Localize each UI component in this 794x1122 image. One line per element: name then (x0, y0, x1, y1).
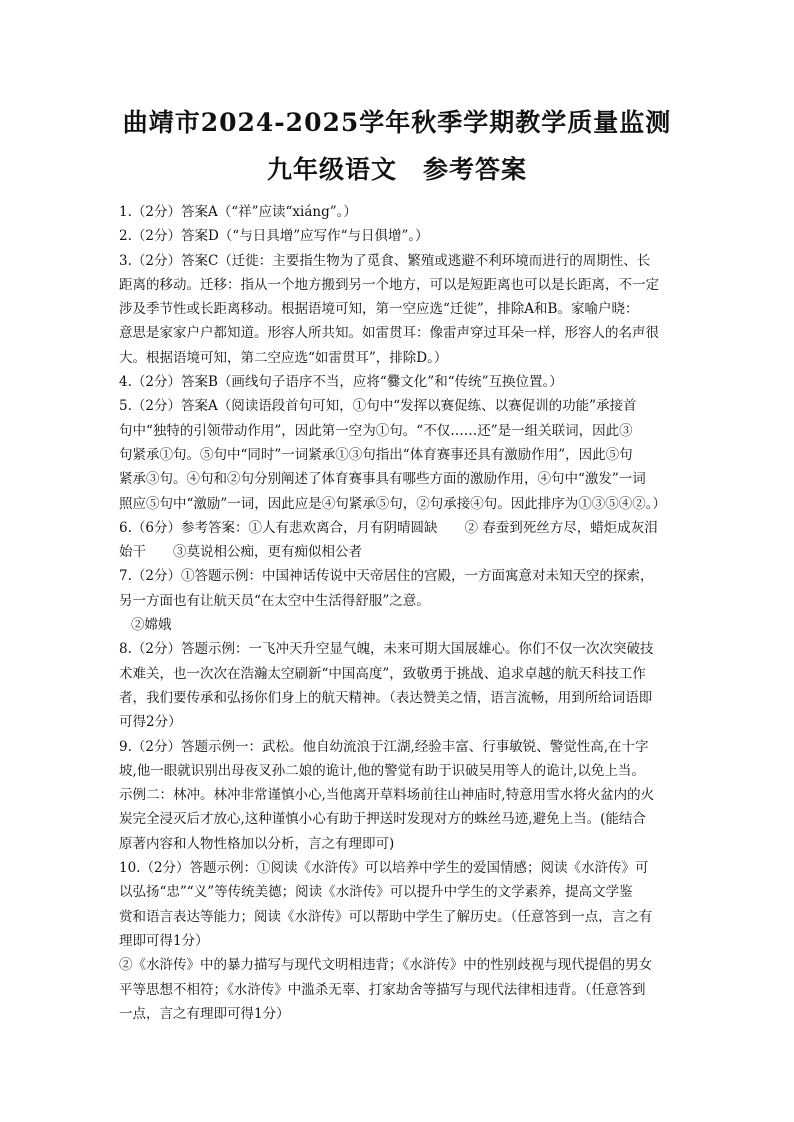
answer-line: 另一方面也有让航天员“在太空中生活得舒服”之意。 (119, 592, 430, 609)
answer-line: 坡,他一眼就识别出母夜叉孙二娘的诡计,他的警觉有助于识破吴用等人的诡计,以免上当。 (119, 762, 645, 779)
answer-line: 紧承③句。④句和②句分别阐述了体育赛事具有哪些方面的激励作用，④句中“激发”一词 (119, 471, 646, 488)
answer-line: 1.（2分）答案A（“祥”应读“xiáng”。） (119, 204, 357, 220)
answer-line: 意思是家家户户都知道。形容人所共知。如雷贯耳：像雷声穿过耳朵一样，形容人的名声很 (119, 325, 659, 342)
answer-line: 示例二：林冲。林冲非常谨慎小心,当他离开草料场前往山神庙时,特意用雪水将火盆内的火 (119, 787, 655, 804)
answer-item (119, 394, 679, 515)
answer-line: 平等思想不相符；《水浒传》中滥杀无辜、打家劫舍等描写与现代法律相违背。（任意答到 (119, 981, 646, 998)
answer-line: 照应⑤句中“激励”一词，因此应是④句紧承⑤句，②句承接④句。因此排序为①③⑤④②。） (119, 495, 667, 512)
answer-line: 始干 ③莫说相公痴，更有痴似相公者 (119, 544, 362, 561)
answer-item (119, 516, 679, 565)
answer-line: 者，我们要传承和弘扬你们身上的航天精神。（表达赞美之情，语言流畅，用到所给词语即 (119, 689, 653, 706)
answer-line: 术难关，也一次次在浩瀚太空刷新“中国高度”，致敬勇于挑战、追求卓越的航天科技工作 (119, 665, 646, 682)
answer-line: 赏和语言表达等能力；阅读《水浒传》可以帮助中学生了解历史。（任意答到一点，言之有 (119, 908, 653, 925)
answer-item (119, 953, 679, 1026)
answer-line: 9.（2分）答题示例一：武松。他自幼流浪于江湖,经验丰富、行事敏锐、警觉性高,在十字 (119, 738, 649, 755)
answer-item (119, 637, 679, 734)
answer-line: 句中“独特的引领带动作用”，因此第一空为①句。“不仅……还”是一组关联词，因此③ (119, 422, 633, 439)
answer-line: 一点，言之有理即可得1分） (119, 1005, 290, 1022)
answer-line: 涉及季节性或长距离移动。根据语境可知，第一空应选“迁徙”，排除A和B。家喻户晓： (119, 301, 639, 318)
answer-line: 炭完全浸灭后才放心,这种谨慎小心有助于押送时发现对方的蛛丝马迹,避免上当。(能结合 (119, 811, 646, 828)
answer-line: 2.（2分）答案D（“与日具增”应写作“与日俱增”。） (119, 228, 429, 245)
answer-item (119, 735, 679, 856)
answer-item (119, 856, 679, 953)
answer-line: 可得2分） (119, 714, 182, 731)
answer-line: 3.（2分）答案C（迁徙：主要指生物为了觅食、繁殖或逃避不利环境而进行的周期性、长 (119, 252, 651, 269)
answer-item (119, 224, 679, 248)
answer-line: 7.（2分）①答题示例：中国神话传说中天帝居住的宫殿，一方面寓意对未知天空的探索， (119, 568, 654, 585)
document-title: 曲靖市2024-2025学年秋季学期教学质量监测 (122, 108, 672, 137)
answer-line: 8.（2分）答题示例：一飞冲天升空显气魄，未来可期大国展雄心。你们不仅一次次突破技 (119, 641, 654, 658)
answer-line: 4.（2分）答案B（画线句子语序不当，应将“爨文化”和“传统”互换位置。） (119, 374, 563, 391)
answer-item (119, 200, 679, 224)
answer-line: ②《水浒传》中的暴力描写与现代文明相违背；《水浒传》中的性别歧视与现代提倡的男女 (119, 957, 653, 974)
answer-item (119, 249, 679, 370)
answer-item (119, 564, 679, 613)
answer-line: 6.（6分）参考答案：①人有悲欢离合，月有阴晴圆缺 ② 春蚕到死丝方尽，蜡炬成灰泪 (119, 519, 658, 536)
answer-line: 大。根据语境可知，第二空应选“如雷贯耳”，排除D。） (119, 349, 448, 366)
answer-line: 原著内容和人物性格加以分析，言之有理即可) (119, 835, 395, 852)
answer-line: 5.（2分）答案A（阅读语段首句可知，①句中“发挥以赛促练、以赛促训的功能”承接首 (119, 398, 637, 415)
answer-line: 10.（2分）答题示例：①阅读《水浒传》可以培养中学生的爱国情感；阅读《水浒传》可 (119, 860, 649, 877)
answer-item (119, 370, 679, 394)
answer-item (119, 613, 679, 637)
answer-line: 距离的移动。迁移：指从一个地方搬到另一个地方，可以是短距离也可以是长距离，不一定 (119, 276, 659, 293)
answer-line: ②嫦娥 (131, 617, 172, 634)
answer-line: 以弘扬“忠”“义”等传统美德；阅读《水浒传》可以提升中学生的文学素养，提高文学鉴 (119, 884, 633, 901)
answer-line: 句紧承①句。⑤句中“同时”一词紧承①③句指出“体育赛事还具有激励作用”，因此⑤句 (119, 446, 633, 463)
answer-line: 理即可得1分） (119, 932, 209, 949)
document-subtitle: 九年级语文 参考答案 (266, 155, 527, 184)
answers-list (119, 200, 679, 1026)
